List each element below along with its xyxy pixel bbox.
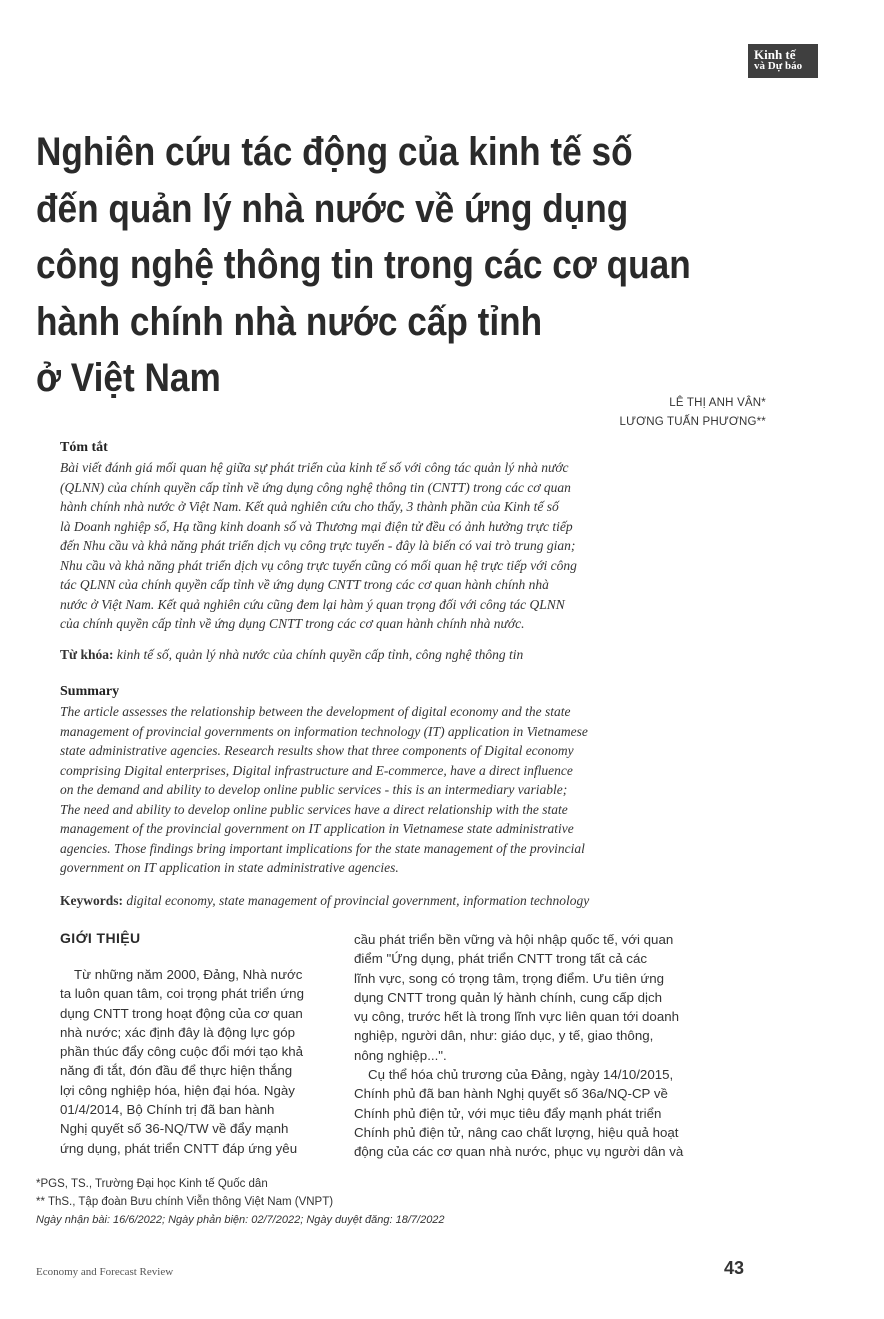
abstract-vi-text xyxy=(60,458,720,634)
keywords-vi xyxy=(60,647,523,663)
author-1: LÊ THỊ ANH VÂN* xyxy=(669,397,766,409)
title-line: công nghệ thông tin trong các cơ quan xyxy=(36,243,691,287)
abstract-line: The article assesses the relationship between the development of digital economy and the state xyxy=(60,704,571,719)
body-line: dụng CNTT trong hoạt động của cơ quan xyxy=(60,1005,303,1021)
abstract-vi-heading: Tóm tắt xyxy=(60,440,108,455)
footer-journal-name: Economy and Forecast Review xyxy=(36,1266,174,1278)
abstract-line: tác QLNN của chính quyền cấp tỉnh về ứng dụng CNTT trong các cơ quan hành chính nhà xyxy=(60,577,549,592)
abstract-en-text xyxy=(60,702,720,878)
badge-line-1: Kinh tế xyxy=(754,47,796,62)
body-line: Từ những năm 2000, Đảng, Nhà nước xyxy=(74,967,303,982)
body-line: nông nghiệp...". xyxy=(354,1047,447,1063)
body-line: dụng CNTT trong quản lý hành chính, cung cấp dịch xyxy=(354,989,662,1005)
abstract-line: government on IT application in state administrative agencies. xyxy=(60,860,399,875)
body-line: nghiệp, người dân, như: giáo dục, y tế, giao thông, xyxy=(354,1028,654,1044)
keywords-en-text: digital economy, state management of provincial government, information technology xyxy=(126,893,590,908)
body-line: Chính phủ điện tử, với mục tiêu đẩy mạnh phát triển xyxy=(354,1105,662,1121)
keywords-vi-text: kinh tế số, quản lý nhà nước của chính quyền cấp tỉnh, công nghệ thông tin xyxy=(116,647,524,662)
body-line: lợi công nghiệp hóa, hiện đại hóa. Ngày xyxy=(60,1082,295,1098)
title-line: ở Việt Nam xyxy=(36,356,221,400)
author-2: LƯƠNG TUẤN PHƯƠNG** xyxy=(619,416,766,428)
footnote-dates: Ngày nhận bài: 16/6/2022; Ngày phản biện: 02/7/2022; Ngày duyệt đăng: 18/7/2022 xyxy=(36,1214,445,1226)
abstract-line: state administrative agencies. Research results show that three components of Digital economy xyxy=(60,743,574,758)
body-line: Cụ thể hóa chủ trương của Đảng, ngày 14/10/2015, xyxy=(368,1067,674,1083)
abstract-line: là Doanh nghiệp số, Hạ tầng kinh doanh số và Thương mại điện tử đều có ảnh hưởng trực tiếp xyxy=(60,518,573,534)
abstract-line: management of the provincial government on IT application in Vietnamese state administrative xyxy=(60,821,574,836)
body-line: ta luôn quan tâm, coi trọng phát triển ứng xyxy=(60,986,304,1002)
body-column-right xyxy=(354,930,742,1162)
abstract-line: Bài viết đánh giá mối quan hệ giữa sự phát triển của kinh tế số với công tác quản lý nhà nước xyxy=(60,460,569,475)
keywords-vi-label: Từ khóa: xyxy=(60,647,114,662)
abstract-line: The need and ability to develop online public services have a direct relationship with the state xyxy=(60,801,568,817)
body-line: Chính phủ điện tử, nâng cao chất lượng, hiệu quả hoạt xyxy=(354,1124,679,1140)
author-list xyxy=(620,394,766,432)
abstract-line: agencies. Those findings bring important implications for the state management of the provincial xyxy=(60,840,585,856)
title-line: hành chính nhà nước cấp tỉnh xyxy=(36,299,543,344)
abstract-line: hành chính nhà nước ở Việt Nam. Kết quả nghiên cứu cho thấy, 3 thành phần của Kinh tế số xyxy=(60,499,559,514)
journal-badge xyxy=(748,44,818,78)
body-line: phần thúc đẩy công cuộc đổi mới tạo khả xyxy=(60,1044,304,1060)
abstract-line: on the demand and ability to develop online public services - this is an intermediary variable; xyxy=(60,782,568,797)
body-line: cầu phát triển bền vững và hội nhập quốc tế, với quan xyxy=(354,932,674,947)
abstract-line: đến Nhu cầu và khả năng phát triển dịch vụ công trực tuyến - đây là biến có vai trò trung gian; xyxy=(60,538,576,553)
body-line: Chính phủ đã ban hành Nghị quyết số 36a/NQ-CP về xyxy=(354,1086,668,1102)
keywords-en-label: Keywords: xyxy=(60,893,123,908)
body-line: nhà nước; xác định đây là động lực góp xyxy=(60,1024,295,1040)
body-column-left xyxy=(60,965,332,1158)
keywords-en xyxy=(60,893,589,909)
badge-line-2: và Dự báo xyxy=(754,60,803,72)
abstract-line: (QLNN) của chính quyền cấp tỉnh về ứng dụng công nghệ thông tin (CNTT) trong các cơ quan xyxy=(60,479,571,495)
article-title xyxy=(36,124,691,407)
abstract-line: của chính quyền cấp tỉnh về ứng dụng CNTT trong các cơ quan hành chính nhà nước. xyxy=(60,616,525,631)
body-line: ứng dụng, phát triển CNTT đáp ứng yêu xyxy=(60,1140,298,1156)
body-line: động của các cơ quan nhà nước, phục vụ người dân và xyxy=(354,1144,684,1160)
footnotes xyxy=(36,1175,445,1229)
abstract-en-heading: Summary xyxy=(60,684,120,699)
title-line: Nghiên cứu tác động của kinh tế số xyxy=(36,130,633,174)
title-line: đến quản lý nhà nước về ứng dụng xyxy=(36,186,629,231)
abstract-line: nước ở Việt Nam. Kết quả nghiên cứu cũng đem lại hàm ý quan trọng đối với công tác QLNN xyxy=(60,596,565,612)
abstract-line: management of provincial governments on information technology (IT) application in Vietnamese xyxy=(60,723,588,739)
body-line: điểm "Ứng dụng, phát triển CNTT trong tất cả các xyxy=(354,951,647,967)
page-number: 43 xyxy=(723,1258,744,1278)
footnote-2: ** ThS., Tập đoàn Bưu chính Viễn thông Việt Nam (VNPT) xyxy=(36,1196,334,1208)
body-line: 01/4/2014, Bộ Chính trị đã ban hành xyxy=(60,1102,275,1118)
abstract-line: Nhu cầu và khả năng phát triển dịch vụ công trực tuyến cũng có mối quan hệ trực tiếp với công xyxy=(60,557,577,573)
body-line: năng đi tắt, đón đầu để thực hiện thắng xyxy=(60,1063,293,1079)
body-line: vụ công, trước hết là trong lĩnh vực liên quan tới doanh xyxy=(354,1009,680,1025)
body-line: Nghị quyết số 36-NQ/TW về đẩy mạnh xyxy=(60,1121,289,1137)
section-heading-intro: GIỚI THIỆU xyxy=(60,930,141,946)
abstract-line: comprising Digital enterprises, Digital infrastructure and E-commerce, have a direct influence xyxy=(60,762,573,778)
body-line: lĩnh vực, song có trọng tâm, trọng điểm. Ưu tiên ứng xyxy=(354,970,665,986)
footnote-1: *PGS, TS., Trường Đại học Kinh tế Quốc dân xyxy=(36,1178,268,1190)
